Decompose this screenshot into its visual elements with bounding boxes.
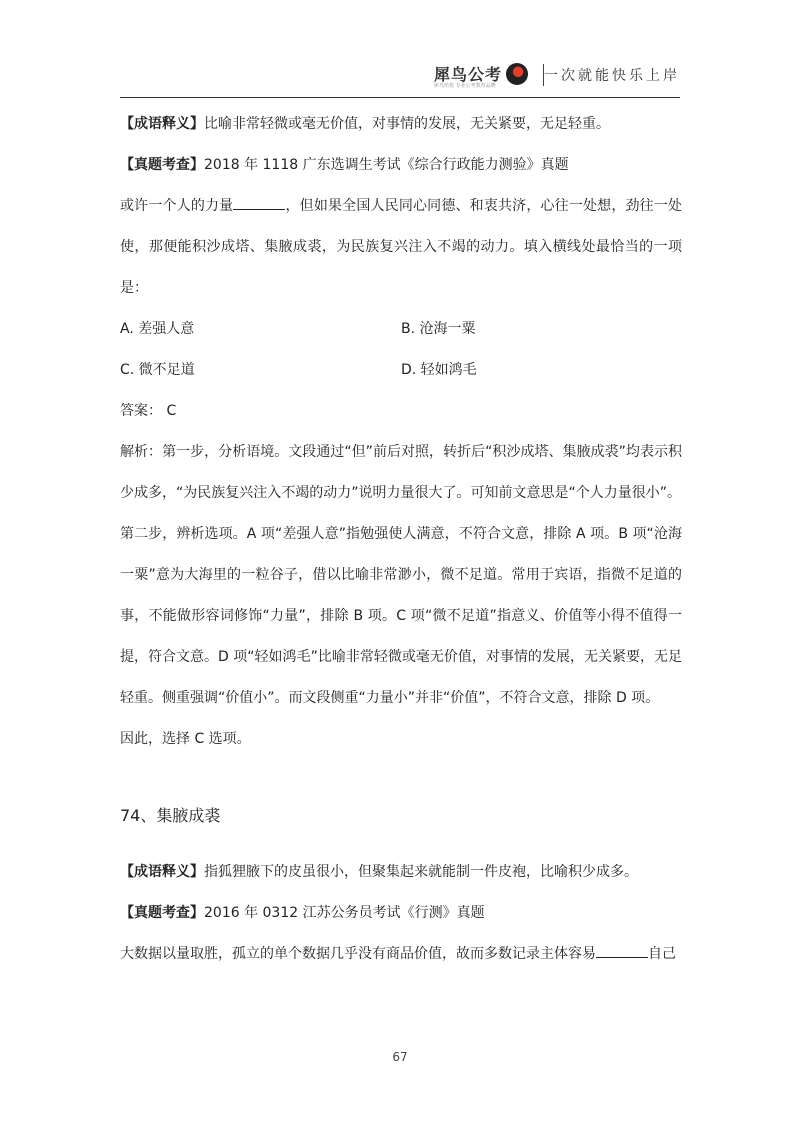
question-after-blank: 自己 — [648, 946, 676, 962]
brand-logo — [433, 62, 528, 89]
option-d: D. 轻如鸿毛 — [401, 362, 477, 378]
option-a: A. 差强人意 — [120, 321, 195, 337]
page-content — [120, 104, 682, 975]
exam-label: 【真题考查】 — [120, 157, 204, 173]
entry73-question — [120, 186, 682, 309]
meaning-text: 比喻非常轻微或毫无价值，对事情的发展，无关紧要，无足轻重。 — [204, 116, 610, 132]
bird-logo-icon — [506, 63, 528, 85]
option-b: B. 沧海一粟 — [401, 321, 476, 337]
logo-text: 犀鸟公考 — [433, 65, 502, 84]
entry74-question — [120, 934, 682, 975]
meaning-label: 【成语释义】 — [120, 864, 204, 880]
entry73-meaning — [120, 104, 682, 145]
analysis-step1: 解析：第一步，分析语境。文段通过“但”前后对照，转折后“积沙成塔、集腋成裘”均表示积少成多，“为民族复兴注入不竭的动力”说明力量很大了。可知前文意思是“个人力量很小”。 — [120, 444, 682, 501]
entry73-exam — [120, 145, 682, 186]
question-before-blank: 或许一个人的力量 — [120, 198, 234, 214]
question-before-blank: 大数据以量取胜，孤立的单个数据几乎没有商品价值，故而多数记录主体容易 — [120, 946, 596, 962]
options-row-2 — [120, 350, 682, 391]
exam-label: 【真题考查】 — [120, 905, 204, 921]
logo-subtitle: 犀鸟培优 专业公考教育品牌 — [433, 83, 496, 89]
entry74-exam — [120, 893, 682, 934]
meaning-label: 【成语释义】 — [120, 116, 204, 132]
analysis-step2: 第二步，辨析选项。A 项“差强人意”指勉强使人满意，不符合文意，排除 A 项。B 项“沧海一粟”意为大海里的一粒谷子，借以比喻非常渺小，微不足道。常用于宾语，指微不足道的事，不能做形容词修饰“力量”，排除 B 项。C 项“微不足道”指意义、价值等小得不值得一提，符合文意。D 项“轻如鸿毛”比喻非常轻微或毫无价值，对事情的发展，无关紧要，无足轻重。侧重强调“价值小”。而文段侧重“力量小”并非“价值”，不符合文意，排除 D 项。 — [120, 526, 682, 706]
page-number: 67 — [392, 1050, 408, 1064]
exam-source: 2016 年 0312 江苏公务员考试《行测》真题 — [204, 905, 485, 921]
meaning-text: 指狐狸腋下的皮虽很小，但聚集起来就能制一件皮袍，比喻积少成多。 — [204, 864, 638, 880]
option-c: C. 微不足道 — [120, 362, 195, 378]
answer-blank — [596, 945, 648, 958]
exam-source: 2018 年 1118 广东选调生考试《综合行政能力测验》真题 — [204, 157, 569, 173]
answer-blank — [233, 197, 285, 210]
conclusion: 因此，选择 C 选项。 — [120, 731, 251, 747]
entry74-title: 74、集腋成裘 — [120, 806, 221, 825]
header-slogan: 一次就能快乐上岸 — [544, 68, 680, 84]
answer: 答案： C — [120, 403, 177, 419]
page-header — [120, 52, 680, 98]
options-row-1 — [120, 309, 682, 350]
question-after-blank: ，但如果全国人民同心同德、和衷共济，心往一处想，劲往一处使，那便能积沙成塔、集腋成裘，为民族复兴注入不竭的动力。填入横线处最恰当的一项是： — [120, 198, 683, 296]
header-rule — [120, 97, 680, 98]
entry74-meaning — [120, 852, 682, 893]
